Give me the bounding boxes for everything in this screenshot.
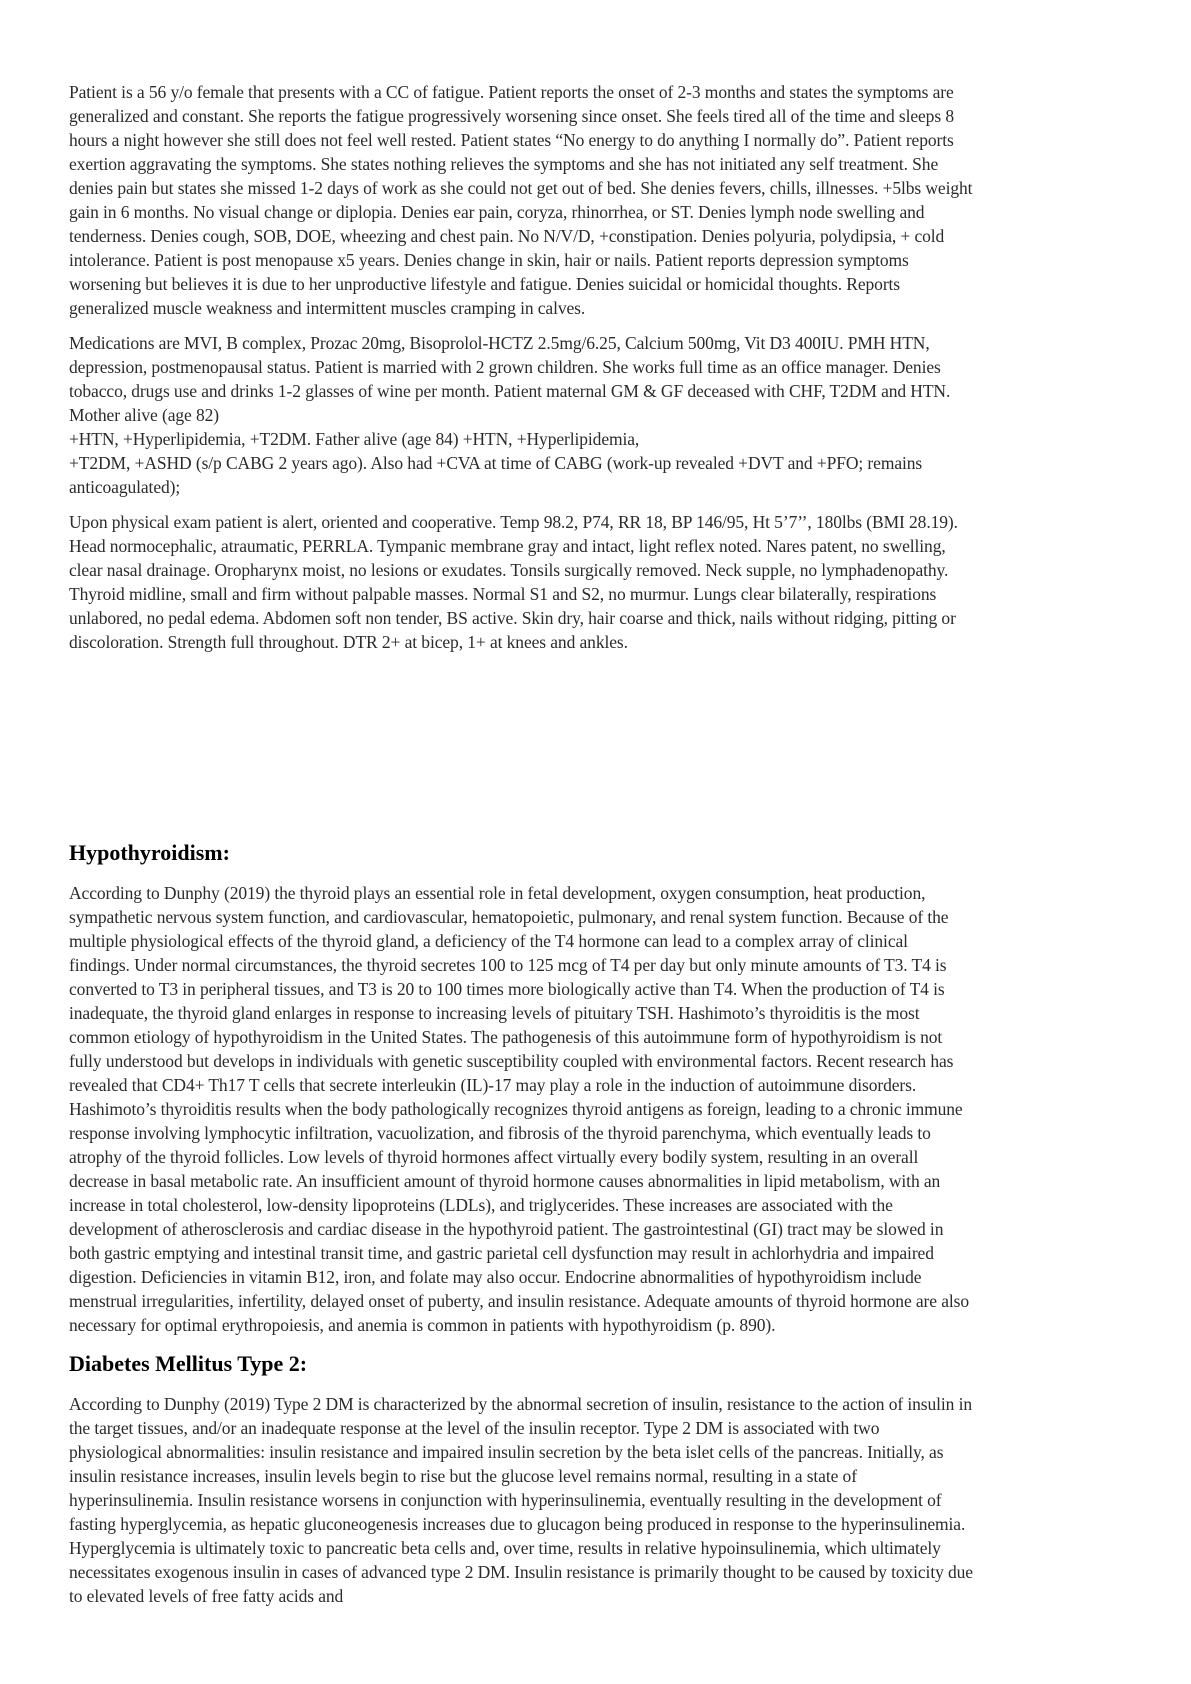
text-line: sympathetic nervous system function, and cardiovascular, hematopoietic, pulmonary, and renal system function. Because of the	[69, 907, 949, 927]
text-line: worsening but believes it is due to her unproductive lifestyle and fatigue. Denies suicidal or homicidal thoughts. Reports	[69, 274, 901, 294]
text-line: fully understood but develops in individuals with genetic susceptibility coupled with environmental factors. Recent research has	[69, 1051, 954, 1071]
text-line: to elevated levels of free fatty acids and	[69, 1586, 344, 1606]
text-line: decrease in basal metabolic rate. An insufficient amount of thyroid hormone causes abnormalities in lipid metabolism, with an	[69, 1171, 941, 1191]
text-line: findings. Under normal circumstances, the thyroid secretes 100 to 125 mcg of T4 per day but only minute amounts of T3. T4 is	[69, 955, 947, 975]
text-line: fasting hyperglycemia, as hepatic gluconeogenesis increases due to glucagon being produced in response to the hyperinsulinemia.	[69, 1514, 966, 1534]
text-line: development of atherosclerosis and cardiac disease in the hypothyroid patient. The gastrointestinal (GI) tract may be slowed in	[69, 1219, 944, 1239]
text-line: digestion. Deficiencies in vitamin B12, iron, and folate may also occur. Endocrine abnormalities of hypothyroidism include	[69, 1267, 922, 1287]
text-line: generalized and constant. She reports the fatigue progressively worsening since onset. She feels tired all of the time and sleeps 8	[69, 106, 954, 126]
text-line: discoloration. Strength full throughout. DTR 2+ at bicep, 1+ at knees and ankles.	[69, 632, 628, 652]
hypothyroidism-paragraph	[69, 881, 1131, 1337]
text-line: the target tissues, and/or an inadequate response at the level of the insulin receptor. Type 2 DM is associated with two	[69, 1418, 880, 1438]
blank-space	[69, 665, 1131, 839]
text-line: atrophy of the thyroid follicles. Low levels of thyroid hormones affect virtually every bodily system, resulting in an overall	[69, 1147, 919, 1167]
hypothyroidism-heading: Hypothyroidism:	[69, 840, 230, 865]
text-line: exertion aggravating the symptoms. She states nothing relieves the symptoms and she has not initiated any self treatment. She	[69, 154, 939, 174]
text-line: anticoagulated);	[69, 477, 181, 497]
text-line: insulin resistance increases, insulin levels begin to rise but the glucose level remains normal, resulting in a state of	[69, 1466, 857, 1486]
text-line: necessary for optimal erythropoiesis, and anemia is common in patients with hypothyroidism (p. 890).	[69, 1315, 776, 1335]
text-line: physiological abnormalities: insulin resistance and impaired insulin secretion by the beta islet cells of the pancreas. Initially, as	[69, 1442, 944, 1462]
text-line: converted to T3 in peripheral tissues, and T3 is 20 to 100 times more biologically active than T4. When the production of T4 is	[69, 979, 945, 999]
text-line: Hashimoto’s thyroiditis results when the body pathologically recognizes thyroid antigens as foreign, leading to a chronic immune	[69, 1099, 963, 1119]
text-line: hyperinsulinemia. Insulin resistance worsens in conjunction with hyperinsulinemia, eventually resulting in the development of	[69, 1490, 942, 1510]
text-line: hours a night however she still does not feel well rested. Patient states “No energy to do anything I normally do”. Patient reports	[69, 130, 954, 150]
text-line: increase in total cholesterol, low-density lipoproteins (LDLs), and triglycerides. These increases are associated with the	[69, 1195, 893, 1215]
text-line: common etiology of hypothyroidism in the United States. The pathogenesis of this autoimmune form of hypothyroidism is not	[69, 1027, 943, 1047]
text-line: +T2DM, +ASHD (s/p CABG 2 years ago). Also had +CVA at time of CABG (work-up revealed +DVT and +PFO; remains	[69, 453, 923, 473]
physical-exam-paragraph	[69, 510, 1131, 654]
text-line: denies pain but states she missed 1-2 days of work as she could not get out of bed. She denies fevers, chills, illnesses. +5lbs weight	[69, 178, 973, 198]
text-line: Medications are MVI, B complex, Prozac 20mg, Bisoprolol-HCTZ 2.5mg/6.25, Calcium 500mg, Vit D3 400IU. PMH HTN,	[69, 333, 930, 353]
document-page	[69, 80, 1131, 1619]
case-history-paragraph	[69, 80, 1131, 320]
text-line: both gastric emptying and intestinal transit time, and gastric parietal cell dysfunction may result in achlorhydria and impaired	[69, 1243, 934, 1263]
text-line: intolerance. Patient is post menopause x5 years. Denies change in skin, hair or nails. Patient reports depression symptoms	[69, 250, 909, 270]
text-line: necessitates exogenous insulin in cases of advanced type 2 DM. Insulin resistance is primarily thought to be caused by toxicity due	[69, 1562, 973, 1582]
text-line: unlabored, no pedal edema. Abdomen soft non tender, BS active. Skin dry, hair coarse and thick, nails without ridging, pitting or	[69, 608, 956, 628]
text-line: Mother alive (age 82)	[69, 405, 219, 425]
text-line: Patient is a 56 y/o female that presents with a CC of fatigue. Patient reports the onset of 2-3 months and states the symptoms are	[69, 82, 954, 102]
text-line: tenderness. Denies cough, SOB, DOE, wheezing and chest pain. No N/V/D, +constipation. Denies polyuria, polydipsia, + cold	[69, 226, 945, 246]
text-line: multiple physiological effects of the thyroid gland, a deficiency of the T4 hormone can lead to a complex array of clinical	[69, 931, 908, 951]
text-line: +HTN, +Hyperlipidemia, +T2DM. Father alive (age 84) +HTN, +Hyperlipidemia,	[69, 429, 640, 449]
text-line: Hyperglycemia is ultimately toxic to pancreatic beta cells and, over time, results in relative hypoinsulinemia, which ultimately	[69, 1538, 941, 1558]
text-line: gain in 6 months. No visual change or diplopia. Denies ear pain, coryza, rhinorrhea, or ST. Denies lymph node swelling and	[69, 202, 925, 222]
text-line: Thyroid midline, small and firm without palpable masses. Normal S1 and S2, no murmur. Lungs clear bilaterally, respirations	[69, 584, 937, 604]
text-line: depression, postmenopausal status. Patient is married with 2 grown children. She works full time as an office manager. Denies	[69, 357, 941, 377]
text-line: inadequate, the thyroid gland enlarges in response to increasing levels of pituitary TSH. Hashimoto’s thyroiditis is the most	[69, 1003, 920, 1023]
text-line: According to Dunphy (2019) the thyroid plays an essential role in fetal development, oxygen consumption, heat production,	[69, 883, 926, 903]
text-line: menstrual irregularities, infertility, delayed onset of puberty, and insulin resistance. Adequate amounts of thyroid hormone are also	[69, 1291, 970, 1311]
text-line: According to Dunphy (2019) Type 2 DM is characterized by the abnormal secretion of insulin, resistance to the action of insulin in	[69, 1394, 972, 1414]
diabetes-paragraph	[69, 1392, 1131, 1608]
medications-history-paragraph	[69, 331, 1131, 499]
text-line: tobacco, drugs use and drinks 1-2 glasses of wine per month. Patient maternal GM & GF deceased with CHF, T2DM and HTN.	[69, 381, 951, 401]
text-line: Upon physical exam patient is alert, oriented and cooperative. Temp 98.2, P74, RR 18, BP 146/95, Ht 5’7’’, 180lbs (BMI 28.19).	[69, 512, 958, 532]
text-line: response involving lymphocytic infiltration, vacuolization, and fibrosis of the thyroid parenchyma, which eventually leads to	[69, 1123, 931, 1143]
text-line: Head normocephalic, atraumatic, PERRLA. Tympanic membrane gray and intact, light reflex noted. Nares patent, no swelling,	[69, 536, 946, 556]
text-line: revealed that CD4+ Th17 T cells that secrete interleukin (IL)-17 may play a role in the induction of autoimmune disorders.	[69, 1075, 917, 1095]
diabetes-heading: Diabetes Mellitus Type 2:	[69, 1351, 308, 1376]
text-line: generalized muscle weakness and intermittent muscles cramping in calves.	[69, 298, 586, 318]
text-line: clear nasal drainage. Oropharynx moist, no lesions or exudates. Tonsils surgically removed. Neck supple, no lymphadenopathy.	[69, 560, 949, 580]
